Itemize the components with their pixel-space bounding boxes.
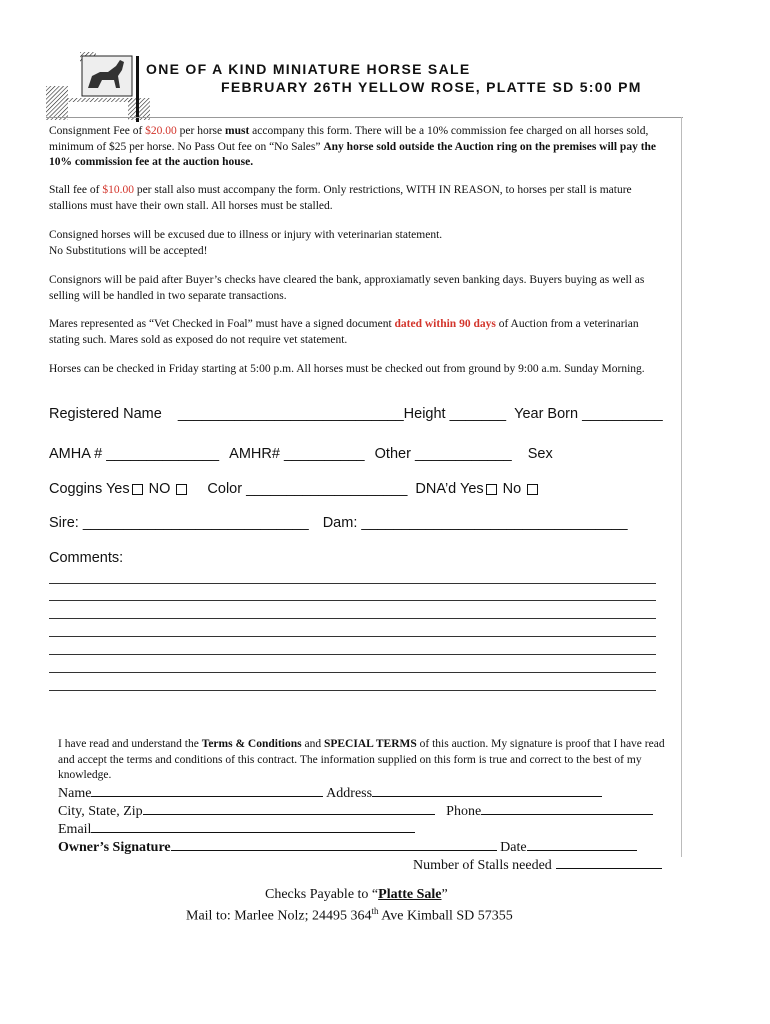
consignment-fee-amount: $20.00	[145, 125, 177, 137]
right-margin-rule	[681, 117, 682, 857]
color-field[interactable]: ____________________	[246, 481, 408, 497]
height-field[interactable]: _______	[449, 406, 507, 422]
stalls-field[interactable]	[556, 855, 662, 869]
text: SPECIAL TERMS	[323, 738, 417, 750]
text: Stall fee of	[49, 184, 103, 196]
payee-name: Platte Sale	[378, 887, 442, 902]
coggins-row	[49, 481, 544, 497]
stall-fee-paragraph	[49, 183, 669, 214]
comment-line[interactable]	[49, 600, 656, 601]
registered-name-label: Registered Name	[49, 406, 162, 422]
other-field[interactable]: ____________	[414, 446, 512, 462]
stall-fee-amount: $10.00	[102, 184, 134, 196]
text: th	[371, 906, 379, 916]
year-born-field[interactable]: __________	[582, 406, 663, 422]
text: per horse	[176, 125, 225, 137]
owner-signature-row	[58, 837, 637, 856]
registration-row	[49, 446, 553, 462]
coggins-no-label: NO	[148, 481, 171, 497]
text: Any horse sold outside the Auction ring on the premises will pay the 10% commission fee at the auction house.	[49, 140, 657, 168]
email-label: Email	[58, 822, 92, 837]
coggins-label: Coggins Yes	[49, 481, 130, 497]
text: of Auction from a veterinarian stating such. Mares sold as exposed do not require vet statement.	[49, 318, 639, 346]
dna-yes-checkbox[interactable]	[486, 484, 497, 495]
address-field[interactable]	[372, 783, 602, 797]
comment-line[interactable]	[49, 618, 656, 619]
text: Mares represented as “Vet Checked in Foal” must have a signed document	[49, 318, 395, 330]
year-born-label: Year Born	[514, 406, 579, 422]
date-label: Date	[500, 840, 527, 855]
comment-line[interactable]	[49, 583, 656, 584]
header-divider	[136, 56, 139, 122]
parents-row	[49, 515, 628, 531]
text: No Substitutions will be accepted!	[49, 244, 208, 257]
dna-no-label: No	[502, 481, 522, 497]
city-phone-row	[58, 801, 653, 820]
address-label: Address	[326, 786, 373, 801]
text: Consignment Fee of	[49, 125, 146, 137]
dam-label: Dam:	[322, 515, 358, 531]
text: of this auction. My signature is proof that I have read and accept the terms and conditions of this contract. The information supplied on this form is true and correct to the best of my knowledge.	[58, 738, 665, 781]
text: and	[301, 738, 324, 750]
name-field[interactable]	[91, 783, 323, 797]
height-label: Height	[403, 406, 446, 422]
stalls-row	[413, 855, 662, 874]
other-label: Other	[374, 446, 411, 462]
comment-line[interactable]	[49, 672, 656, 673]
text: accompany this form. There will be a 10% commission fee charged on all horses sold, minimum of $25 per horse. No Pass Out fee on “No Sales”	[49, 125, 649, 153]
payment-paragraph: Consignors will be paid after Buyer’s checks have cleared the bank, approxiamatly seven banking days. Buyers buying as well as selling will be handled in two separate transactions.	[49, 274, 645, 302]
header-rule	[46, 117, 683, 118]
mailing-address	[186, 906, 513, 925]
comments-label: Comments:	[49, 550, 124, 566]
registered-name-field[interactable]: ____________________________	[177, 406, 404, 422]
text: Terms & Conditions	[201, 738, 302, 750]
amha-field[interactable]: ______________	[106, 446, 220, 462]
text: Consigned horses will be excused due to illness or injury with veterinarian statement.	[49, 229, 443, 241]
color-label: Color	[207, 481, 243, 497]
coggins-no-checkbox[interactable]	[176, 484, 187, 495]
sale-date-location: FEBRUARY 26TH YELLOW ROSE, PLATTE SD 5:00 PM	[221, 79, 642, 95]
registered-name-row	[49, 406, 663, 422]
acknowledgement-paragraph	[58, 737, 678, 784]
dna-no-checkbox[interactable]	[527, 484, 538, 495]
text: Checks Payable to “	[265, 887, 379, 902]
phone-label: Phone	[446, 804, 482, 819]
amhr-field[interactable]: __________	[283, 446, 365, 462]
horse-logo	[46, 48, 150, 120]
comment-line[interactable]	[49, 636, 656, 637]
sire-field[interactable]: ____________________________	[82, 515, 309, 531]
text: Mail to: Marlee Nolz; 24495 364	[186, 908, 372, 924]
text: dated within 90 days	[394, 318, 496, 330]
text: Ave Kimball SD 57355	[378, 908, 513, 924]
name-address-row	[58, 783, 602, 802]
text: I have read and understand the	[58, 738, 202, 750]
city-field[interactable]	[143, 801, 435, 815]
sale-title: ONE OF A KIND MINIATURE HORSE SALE	[146, 61, 471, 77]
stalls-label: Number of Stalls needed	[413, 858, 552, 873]
owner-signature-field[interactable]	[171, 837, 497, 851]
email-row	[58, 819, 415, 838]
amhr-label: AMHR#	[229, 446, 280, 462]
text: per stall also must accompany the form. Only restrictions, WITH IN REASON, to horses per stall is mature stallions must have their own stall. All horses must be stalled.	[49, 184, 632, 212]
dna-label: DNA’d Yes	[415, 481, 484, 497]
amha-label: AMHA #	[49, 446, 103, 462]
coggins-yes-checkbox[interactable]	[132, 484, 143, 495]
excused-paragraph	[49, 228, 669, 259]
date-field[interactable]	[527, 837, 637, 851]
dam-field[interactable]: _________________________________	[361, 515, 628, 531]
checks-payable	[265, 887, 448, 903]
sire-label: Sire:	[49, 515, 79, 531]
text: ”	[441, 887, 448, 902]
name-label: Name	[58, 786, 92, 801]
city-label: City, State, Zip	[58, 804, 143, 819]
consignment-fee-paragraph	[49, 124, 669, 171]
mares-paragraph	[49, 317, 669, 348]
comment-line[interactable]	[49, 690, 656, 691]
comment-line[interactable]	[49, 654, 656, 655]
sex-label: Sex	[527, 446, 553, 462]
email-field[interactable]	[91, 819, 415, 833]
text: must	[225, 125, 250, 137]
phone-field[interactable]	[481, 801, 653, 815]
owner-signature-label: Owner’s Signature	[58, 840, 171, 855]
checkin-paragraph: Horses can be checked in Friday starting at 5:00 p.m. All horses must be checked out from ground by 9:00 a.m. Sunday Morning.	[49, 363, 645, 375]
